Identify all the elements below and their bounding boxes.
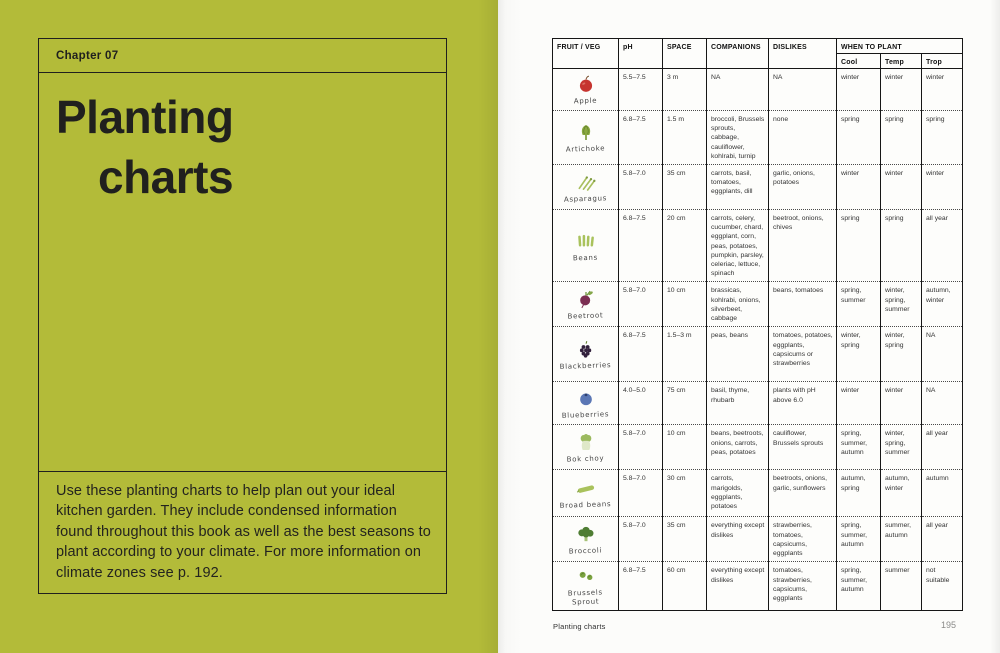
dislikes-cell: beans, tomatoes <box>769 282 837 327</box>
space-cell: 75 cm <box>663 382 707 425</box>
ph-cell: 4.0–5.0 <box>619 382 663 425</box>
climate-header-temp: Temp <box>881 54 922 69</box>
ph-cell: 6.8–7.5 <box>619 562 663 610</box>
trop-cell: NA <box>922 327 963 382</box>
cool-cell: spring, summer, autumn <box>837 517 881 562</box>
dislikes-cell: cauliflower, Brussels sprouts <box>769 425 837 470</box>
column-header-ph: pH <box>619 39 663 69</box>
fruit-cell <box>553 282 619 327</box>
table-row <box>553 425 963 470</box>
veg-label: Broccoli <box>568 546 603 556</box>
cool-cell: spring, summer, autumn <box>837 562 881 610</box>
fruit-cell <box>553 210 619 282</box>
table-row <box>553 69 963 111</box>
cool-cell: spring, summer, autumn <box>837 425 881 470</box>
companions-cell: basil, thyme, rhubarb <box>707 382 769 425</box>
space-cell: 10 cm <box>663 282 707 327</box>
ph-cell: 6.8–7.5 <box>619 327 663 382</box>
temp-cell: spring <box>881 210 922 282</box>
temp-cell: summer <box>881 562 922 610</box>
ph-cell: 6.8–7.5 <box>619 210 663 282</box>
space-cell: 35 cm <box>663 517 707 562</box>
artichoke-icon <box>555 120 616 142</box>
dislikes-cell: beetroots, onions, garlic, sunflowers <box>769 470 837 517</box>
trop-cell: all year <box>922 517 963 562</box>
veg-label: Broad beans <box>559 500 612 511</box>
ph-cell: 6.8–7.5 <box>619 111 663 165</box>
table-row <box>553 470 963 517</box>
beans-icon <box>555 229 616 251</box>
veg-label: Apple <box>573 96 598 106</box>
dislikes-cell: NA <box>769 69 837 111</box>
broccoli-icon <box>555 522 616 544</box>
trop-cell: winter <box>922 165 963 210</box>
bok-choy-icon <box>555 430 616 452</box>
cool-cell: spring, summer <box>837 282 881 327</box>
table-row <box>553 562 963 610</box>
temp-cell: spring <box>881 111 922 165</box>
right-page <box>498 0 1000 653</box>
fruit-cell <box>553 425 619 470</box>
dislikes-cell: none <box>769 111 837 165</box>
fruit-cell <box>553 111 619 165</box>
fruit-cell <box>553 382 619 425</box>
trop-cell: not suitable <box>922 562 963 610</box>
chapter-box <box>38 38 447 594</box>
table-row <box>553 382 963 425</box>
chapter-header <box>39 39 446 73</box>
apple-icon <box>555 72 616 94</box>
veg-label: Brussels Sprout <box>567 588 603 608</box>
cool-cell: spring <box>837 210 881 282</box>
running-footer: Planting charts <box>553 622 606 631</box>
brussels-sprout-icon <box>555 564 616 586</box>
space-cell: 60 cm <box>663 562 707 610</box>
trop-cell: all year <box>922 210 963 282</box>
ph-cell: 5.5–7.5 <box>619 69 663 111</box>
trop-cell: winter <box>922 69 963 111</box>
cool-cell: winter, spring <box>837 327 881 382</box>
cool-cell: spring <box>837 111 881 165</box>
cool-cell: autumn, spring <box>837 470 881 517</box>
fruit-cell <box>553 69 619 111</box>
temp-cell: winter <box>881 165 922 210</box>
temp-cell: autumn, winter <box>881 470 922 517</box>
ph-cell: 5.8–7.0 <box>619 165 663 210</box>
page-title-line2: charts <box>98 151 234 203</box>
temp-cell: winter, spring <box>881 327 922 382</box>
table-row <box>553 282 963 327</box>
broad-beans-icon <box>555 476 616 498</box>
dislikes-cell: strawberries, tomatoes, capsicums, eggplants <box>769 517 837 562</box>
companions-cell: everything except dislikes <box>707 517 769 562</box>
blackberries-icon <box>555 337 616 359</box>
dislikes-cell: garlic, onions, potatoes <box>769 165 837 210</box>
ph-cell: 5.8–7.0 <box>619 470 663 517</box>
intro-paragraph: Use these planting charts to help plan out your ideal kitchen garden. They include condensed information found throughout this book as well as the best seasons to plant according to your climate. For more information on climate zones see p. 192. <box>56 482 431 581</box>
space-cell: 10 cm <box>663 425 707 470</box>
veg-label: Artichoke <box>565 144 606 155</box>
companions-cell: carrots, celery, cucumber, chard, eggplant, corn, peas, potatoes, pumpkin, parsley, celeriac, lettuce, spinach <box>707 210 769 282</box>
table-row <box>553 111 963 165</box>
fruit-cell <box>553 470 619 517</box>
temp-cell: winter <box>881 69 922 111</box>
space-cell: 3 m <box>663 69 707 111</box>
climate-header-trop: Trop <box>922 54 963 69</box>
fruit-cell <box>553 327 619 382</box>
title-area <box>39 73 446 471</box>
cool-cell: winter <box>837 382 881 425</box>
ph-cell: 5.8–7.0 <box>619 425 663 470</box>
column-header-when-to-plant: WHEN TO PLANT <box>837 39 963 54</box>
temp-cell: summer, autumn <box>881 517 922 562</box>
companions-cell: peas, beans <box>707 327 769 382</box>
table-row <box>553 165 963 210</box>
trop-cell: spring <box>922 111 963 165</box>
table-row <box>553 327 963 382</box>
beetroot-icon <box>555 287 616 309</box>
veg-label: Blueberries <box>561 410 610 421</box>
fruit-cell <box>553 517 619 562</box>
dislikes-cell: tomatoes, strawberries, capsicums, eggplants <box>769 562 837 610</box>
veg-label: Blackberries <box>559 361 612 372</box>
temp-cell: winter, spring, summer <box>881 282 922 327</box>
companions-cell: brassicas, kohlrabi, onions, silverbeet, cabbage <box>707 282 769 327</box>
space-cell: 20 cm <box>663 210 707 282</box>
companions-cell: NA <box>707 69 769 111</box>
left-page <box>0 0 498 653</box>
temp-cell: winter, spring, summer <box>881 425 922 470</box>
space-cell: 1.5 m <box>663 111 707 165</box>
ph-cell: 5.8–7.0 <box>619 517 663 562</box>
veg-label: Bok choy <box>566 454 605 464</box>
space-cell: 30 cm <box>663 470 707 517</box>
planting-table-head <box>553 39 963 69</box>
veg-label: Beans <box>572 253 599 263</box>
companions-cell: carrots, basil, tomatoes, eggplants, dill <box>707 165 769 210</box>
companions-cell: broccoli, Brussels sprouts, cabbage, cauliflower, kohlrabi, turnip <box>707 111 769 165</box>
blueberries-icon <box>555 386 616 408</box>
trop-cell: autumn, winter <box>922 282 963 327</box>
space-cell: 1.5–3 m <box>663 327 707 382</box>
temp-cell: winter <box>881 382 922 425</box>
climate-header-cool: Cool <box>837 54 881 69</box>
column-header-fruit-veg: FRUIT / VEG <box>553 39 619 69</box>
asparagus-icon <box>555 170 616 192</box>
fruit-cell <box>553 562 619 610</box>
dislikes-cell: tomatoes, potatoes, eggplants, capsicums or strawberries <box>769 327 837 382</box>
column-header-space: SPACE <box>663 39 707 69</box>
trop-cell: NA <box>922 382 963 425</box>
column-header-companions: COMPANIONS <box>707 39 769 69</box>
companions-cell: everything except dislikes <box>707 562 769 610</box>
fruit-cell <box>553 165 619 210</box>
cool-cell: winter <box>837 69 881 111</box>
veg-label: Asparagus <box>563 194 608 204</box>
planting-table <box>552 38 963 611</box>
dislikes-cell: plants with pH above 6.0 <box>769 382 837 425</box>
trop-cell: autumn <box>922 470 963 517</box>
intro-area <box>39 471 446 594</box>
planting-table-body <box>553 69 963 611</box>
ph-cell: 5.8–7.0 <box>619 282 663 327</box>
trop-cell: all year <box>922 425 963 470</box>
dislikes-cell: beetroot, onions, chives <box>769 210 837 282</box>
planting-table-wrap <box>552 38 963 611</box>
page-number: 195 <box>940 620 956 630</box>
page-title-line1: Planting <box>56 91 234 143</box>
table-row <box>553 517 963 562</box>
chapter-label: Chapter 07 <box>56 49 119 62</box>
companions-cell: carrots, marigolds, eggplants, potatoes <box>707 470 769 517</box>
veg-label: Beetroot <box>567 311 604 321</box>
space-cell: 35 cm <box>663 165 707 210</box>
cool-cell: winter <box>837 165 881 210</box>
table-row <box>553 210 963 282</box>
companions-cell: beans, beetroots, onions, carrots, peas, potatoes <box>707 425 769 470</box>
column-header-dislikes: DISLIKES <box>769 39 837 69</box>
